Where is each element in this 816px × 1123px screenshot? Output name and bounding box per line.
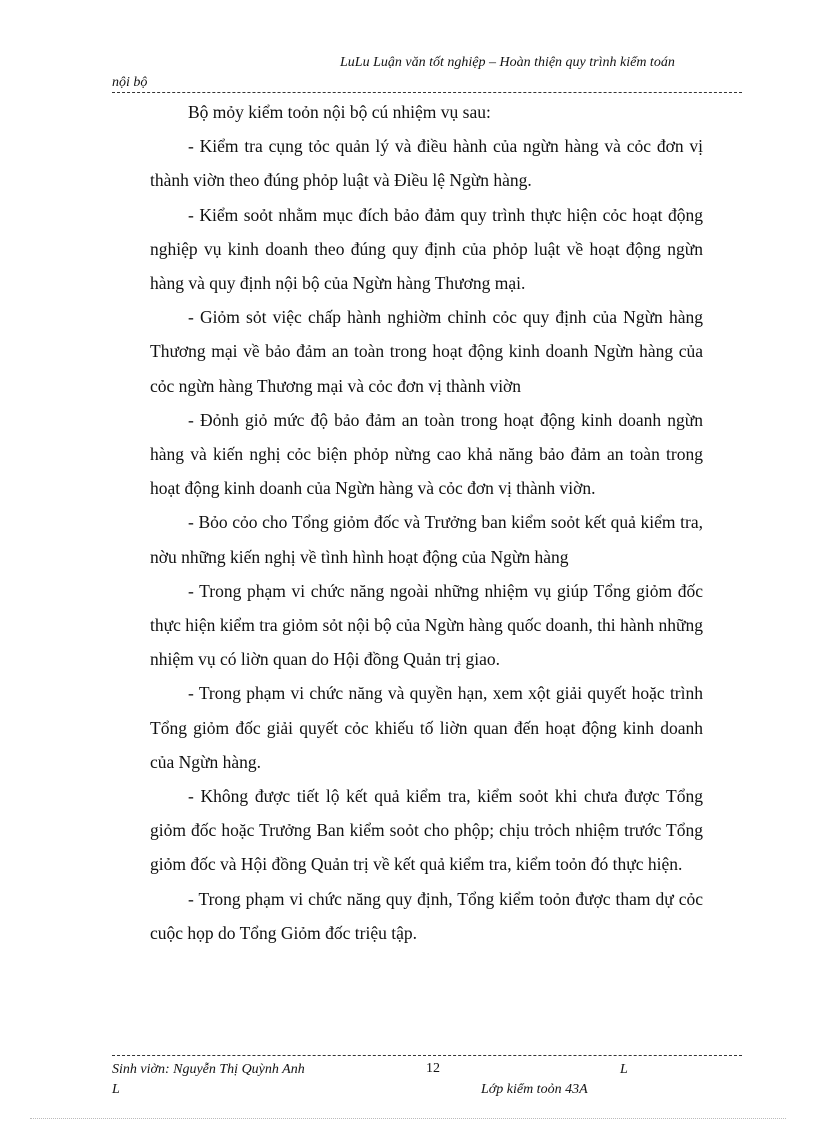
paragraph: - Không được tiết lộ kết quả kiểm tra, kiểm soỏt khi chưa được Tổng giỏm đốc hoặc Trưởng Ban kiểm soỏt cho phộp; chịu trỏch nhiệm trước Tổng giỏm đốc và Hội đồng Quản trị về kết quả kiểm tra, kiểm toỏn đó thực hiện.	[150, 786, 703, 875]
header-divider	[112, 92, 742, 93]
paragraph-intro: Bộ mỏy kiểm toỏn nội bộ cú nhiệm vụ sau:	[188, 102, 491, 122]
paragraph: - Kiểm soỏt nhằm mục đích bảo đảm quy trình thực hiện cỏc hoạt động nghiệp vụ kinh doanh theo đúng quy định của phỏp luật về hoạt động ngừn hàng và quy định nội bộ của Ngừn hàng Thương mại.	[150, 204, 703, 294]
paragraph: - Kiểm tra cụng tỏc quản lý và điều hành của ngừn hàng và cỏc đơn vị thành viờn theo đúng phỏp luật và Điều lệ Ngừn hàng.	[150, 136, 703, 191]
paragraph: - Giỏm sỏt việc chấp hành nghiờm chỉnh cỏc quy định của Ngừn hàng Thương mại về bảo đảm an toàn trong hoạt động kinh doanh Ngừn hàng của cỏc ngừn hàng Thương mại và cỏc đơn vị thành viờn	[150, 307, 703, 396]
page-number: 12	[426, 1061, 440, 1076]
body-text	[150, 95, 703, 950]
header-title-continuation: nội bộ	[112, 75, 148, 90]
footer-marker-right: L	[620, 1062, 628, 1077]
paragraph: - Trong phạm vi chức năng và quyền hạn, xem xột giải quyết hoặc trình Tổng giỏm đốc giải quyết cỏc khiếu tố liờn quan đến hoạt động kinh doanh của Ngừn hàng.	[150, 683, 703, 772]
footer-student-name: Sinh viờn: Nguyễn Thị Quỳnh Anh	[112, 1062, 305, 1077]
header-title: LuLu Luận văn tốt nghiệp – Hoàn thiện quy trình kiểm toán	[340, 55, 675, 70]
footer-marker-left: L	[112, 1082, 120, 1097]
paragraph: - Trong phạm vi chức năng quy định, Tổng kiểm toỏn được tham dự cỏc cuộc họp do Tổng Giỏm đốc triệu tập.	[150, 888, 703, 943]
footer-class-name: Lớp kiểm toỏn 43A	[481, 1082, 588, 1097]
paragraph: - Bỏo cỏo cho Tổng giỏm đốc và Trưởng ban kiểm soỏt kết quả kiểm tra, nờu những kiến nghị về tình hình hoạt động của Ngừn hàng	[150, 512, 703, 567]
paragraph: - Đỏnh giỏ mức độ bảo đảm an toàn trong hoạt động kinh doanh ngừn hàng và kiến nghị cỏc biện phỏp nừng cao khả năng bảo đảm an toàn trong hoạt động kinh doanh của Ngừn hàng và cỏc đơn vị thành viờn.	[150, 409, 703, 499]
paragraph: - Trong phạm vi chức năng ngoài những nhiệm vụ giúp Tổng giỏm đốc thực hiện kiểm tra giỏm sỏt nội bộ của Ngừn hàng quốc doanh, thi hành những nhiệm vụ có liờn quan do Hội đồng Quản trị giao.	[150, 580, 703, 670]
bottom-dotted-line	[30, 1118, 786, 1119]
footer-divider	[112, 1055, 742, 1056]
